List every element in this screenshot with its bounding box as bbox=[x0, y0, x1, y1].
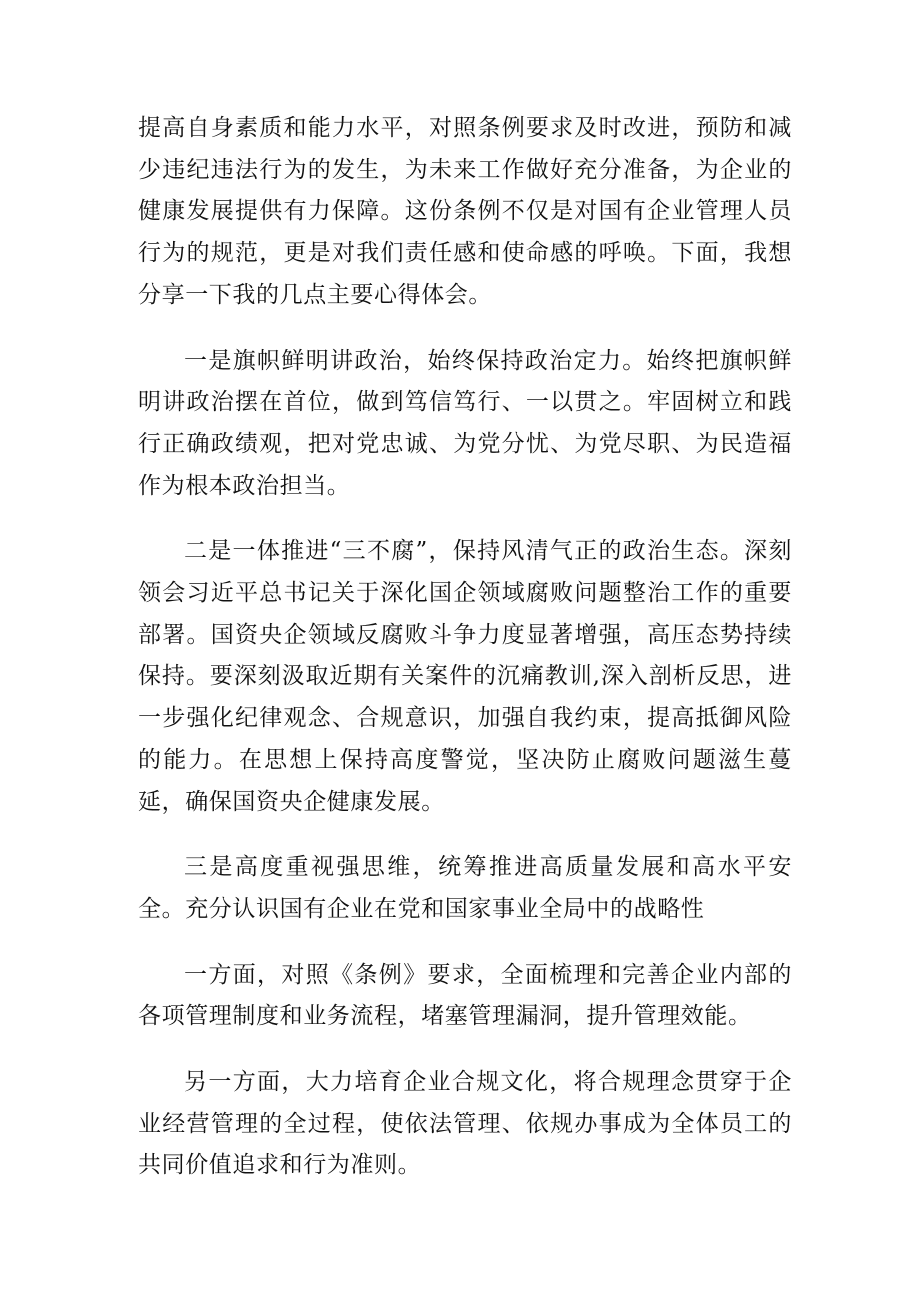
paragraph-on-one-hand: 一方面，对照《条例》要求，全面梳理和完善企业内部的各项管理制度和业务流程，堵塞管理漏洞，提升管理效能。 bbox=[138, 961, 792, 1030]
paragraph-point-two: 二是一体推进“三不腐”，保持风清气正的政治生态。深刻领会习近平总书记关于深化国企领域腐败问题整治工作的重要部署。国资央企领域反腐败斗争力度显著增强，高压态势持续保持。要深刻汲取近期有关案件的沉痛教训,深入剖析反思，进一步强化纪律观念、合规意识，加强自我约束，提高抵御风险的能力。在思想上保持高度警觉，坚决防止腐败问题滋生蔓延，确保国资央企健康发展。 bbox=[138, 538, 792, 815]
paragraph-continuation: 提高自身素质和能力水平，对照条例要求及时改进，预防和减少违纪违法行为的发生，为未来工作做好充分准备，为企业的健康发展提供有力保障。这份条例不仅是对国有企业管理人员行为的规范，更是对我们责任感和使命感的呼唤。下面，我想分享一下我的几点主要心得体会。 bbox=[138, 115, 792, 308]
paragraph-on-other-hand: 另一方面，大力培育企业合规文化，将合规理念贯穿于企业经营管理的全过程，使依法管理、依规办事成为全体员工的共同价值追求和行为准则。 bbox=[138, 1069, 792, 1179]
paragraph-point-three: 三是高度重视强思维，统筹推进高质量发展和高水平安全。充分认识国有企业在党和国家事业全局中的战略性 bbox=[138, 854, 792, 922]
paragraph-point-one: 一是旗帜鲜明讲政治，始终保持政治定力。始终把旗帜鲜明讲政治摆在首位，做到笃信笃行、一以贯之。牢固树立和践行正确政绩观，把对党忠诚、为党分忧、为党尽职、为民造福作为根本政治担当。 bbox=[138, 347, 792, 499]
